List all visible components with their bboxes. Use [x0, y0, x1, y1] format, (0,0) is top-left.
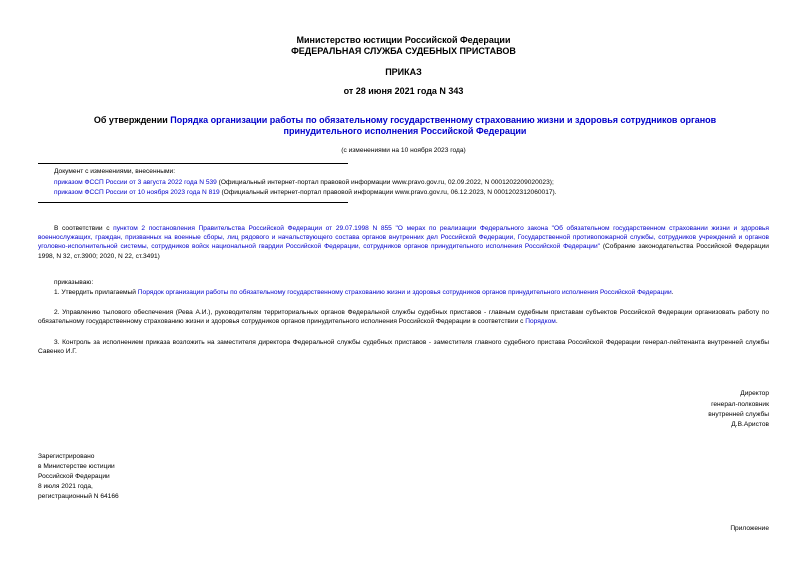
item-1-after: . [671, 289, 674, 296]
item-1-link[interactable]: Порядок организации работы по обязательному государственному страхованию жизни и здоровья сотрудников органов принудительного исполнения Российской Федерации [137, 289, 672, 296]
changes-item-2 [54, 188, 774, 197]
changes-item-1-text: (Официальный интернет-портал правовой информации www.pravo.gov.ru, 02.09.2022, N 0001202209020023); [216, 179, 554, 186]
signature-service: внутренней службы [708, 411, 769, 418]
changes-item-2-link[interactable]: приказом ФССП России от 10 ноября 2023 года N 819 [54, 189, 220, 196]
item-2-link[interactable]: Порядком [525, 318, 556, 326]
preamble-before: В соответствии с [54, 225, 114, 232]
doc-title [55, 115, 755, 137]
changes-item-1 [54, 178, 774, 187]
preamble-link[interactable]: пунктом 2 постановления Правительства Российской Федерации от 29.07.1998 N 855 "О мерах по реализации Федерального закона "Об обязательном государственном страховании жизни и здоровья военнослужащих, граждан, призванных на военные сборы, лиц рядового и начальствующего состава органов внутренних дел Российской Федерации, Государственной противопожарной службы, сотрудников учреждений и органов уголовно-исполнительной системы, сотрудников войск национальной гвардии Российской Федерации, сотрудников органов принудительного исполнения Российской Федерации" [38, 225, 769, 251]
changes-item-2-text: (Официальный интернет-портал правовой информации www.pravo.gov.ru, 06.12.2023, N 0001202312060017). [219, 189, 557, 196]
doc-type: ПРИКАЗ [385, 67, 422, 77]
registration-line-1: Зарегистрировано [38, 453, 95, 460]
changes-item-1-link[interactable]: приказом ФССП России от 3 августа 2022 года N 539 [54, 179, 217, 186]
registration-line-3: Российской Федерации [38, 473, 110, 480]
edition-note: (с изменениями на 10 ноября 2023 года) [341, 147, 466, 154]
changes-heading: Документ с изменениями, внесенными: [54, 168, 176, 175]
ministry-name: Министерство юстиции Российской Федерации [296, 35, 511, 45]
registration-line-5: регистрационный N 64166 [38, 493, 119, 500]
preamble-after: (Собрание законодательства Российской Федерации 1998, N 32, ст.3900; 2020, N 22, ст.3491) [38, 243, 769, 260]
appendix-label: Приложение [730, 525, 769, 532]
divider-bottom [38, 202, 348, 203]
registration-line-4: 8 июля 2021 года, [38, 483, 93, 490]
signature-position: Директор [740, 390, 769, 397]
item-2-after: . [555, 318, 558, 326]
item-2 [38, 308, 769, 326]
title-link[interactable]: Порядка организации работы по обязательному государственному страхованию жизни и здоровья сотрудников органов принудительного исполнения Российской Федерации [170, 115, 717, 136]
item-3: 3. Контроль за исполнением приказа возложить на заместителя директора Федеральной службы судебных приставов - заместителя главного судебного пристава Российской Федерации генерал-лейтенанта внутренней службы Савенко И.Г. [38, 339, 769, 356]
registration-line-2: в Министерстве юстиции [38, 463, 115, 470]
doc-date-number: от 28 июня 2021 года N 343 [343, 86, 464, 96]
signature-rank: генерал-полковник [711, 401, 769, 408]
item-2-before: 2. Управлению тылового обеспечения (Рева А.И.), руководителям территориальных органов Федеральной службы судебных приставов - главным судебным приставам субъектов Российской Федерации организовать работу по обязательному государственному страхованию жизни и здоровья сотрудников органов принудительного исполнения Российской Федерации в соответствии с [38, 309, 769, 326]
item-1-before: 1. Утвердить прилагаемый [54, 289, 138, 296]
divider-top [38, 163, 348, 164]
service-name: ФЕДЕРАЛЬНАЯ СЛУЖБА СУДЕБНЫХ ПРИСТАВОВ [291, 46, 516, 56]
preamble [38, 224, 769, 261]
item-1 [54, 288, 774, 297]
signature-name: Д.В.Аристов [731, 421, 769, 428]
order-word: приказываю: [54, 279, 94, 286]
title-prefix: Об утверждении [93, 115, 171, 125]
